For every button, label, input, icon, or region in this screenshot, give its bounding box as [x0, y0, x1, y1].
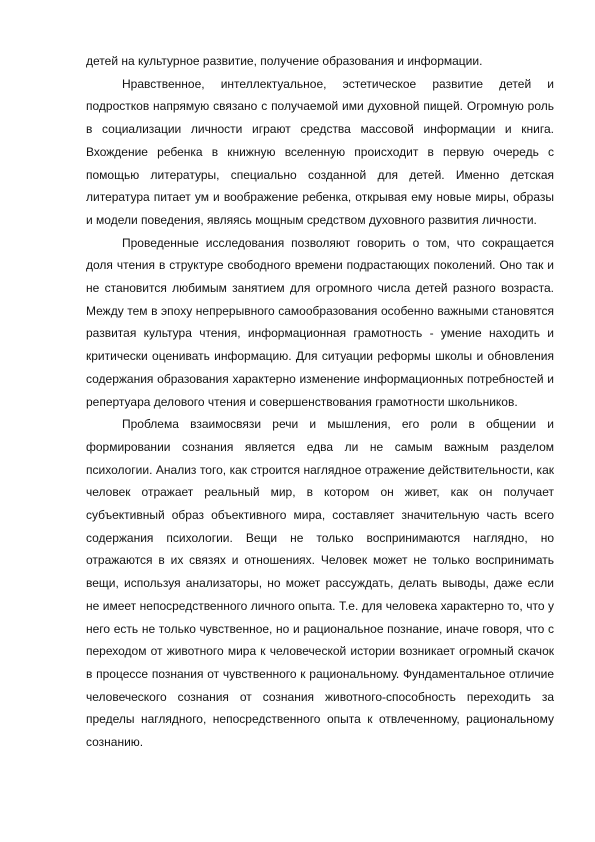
paragraph-reading-research: Проведенные исследования позволяют говорить о том, что сокращается доля чтения в структуре свободного времени подрастающих поколений. Оно так и не становится любимым занятием для огромного числа детей разного возраста. Между тем в эпоху непрерывного самообразования особенно важными становятся развитая культура чтения, информационная грамотность - умение находить и критически оценивать информацию. Для ситуации реформы школы и обновления содержания образования характерно изменение информационных потребностей и репертуара делового чтения и совершенствования грамотности школьников.	[86, 235, 554, 409]
paragraph-continuation: детей на культурное развитие, получение образования и информации.	[86, 54, 483, 68]
document-body	[86, 50, 554, 754]
paragraph-moral-development: Нравственное, интеллектуальное, эстетическое развитие детей и подростков напрямую связано с получаемой ими духовной пищей. Огромную роль в социализации личности играют средства массовой информации и книга. Вхождение ребенка в книжную вселенную происходит в первую очередь с помощью литературы, специально созданной для детей. Именно детская литература питает ум и воображение ребенка, открывая ему новые миры, образы и модели поведения, являясь мощным средством духовного развития личности.	[86, 76, 554, 227]
paragraph-speech-thinking: Проблема взаимосвязи речи и мышления, его роли в общении и формировании сознания является едва ли не самым важным разделом психологии. Анализ того, как строится наглядное отражение действительности, как человек отражает реальный мир, в котором он живет, как он получает субъективный образ объективного мира, составляет значительную часть всего содержания психологии. Вещи не только воспринимаются наглядно, но отражаются в их связях и отношениях. Человек может не только воспринимать вещи, используя анализаторы, но может рассуждать, делать выводы, даже если не имеет непосредственного личного опыта. Т.е. для человека характерно то, что у него есть не только чувственное, но и рациональное познание, иначе говоря, что с переходом от животного мира к человеческой истории возникает огромный скачок в процессе познания от чувственного к рациональному. Фундаментальное отличие человеческого сознания от сознания животного-способность переходить за пределы наглядного, непосредственного опыта к отвлеченному, рациональному сознанию.	[86, 417, 554, 750]
